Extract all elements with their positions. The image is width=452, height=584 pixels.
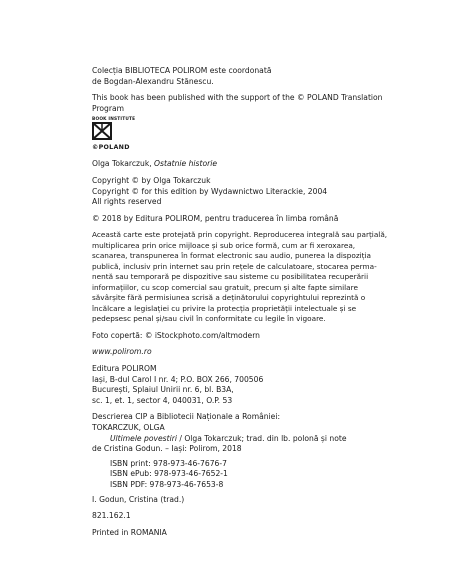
legal-line: încălcare a legislației cu privire la protecția proprietății intelectuale și se	[92, 303, 357, 313]
series-note-line-1: Colecția BIBLIOTECA POLIROM este coordonată	[92, 66, 272, 75]
isbn-pdf: ISBN PDF: 978-973-46-7653-8	[110, 479, 224, 489]
copyright-line-3: All rights reserved	[92, 197, 162, 207]
publisher-name: Editura POLIROM	[92, 364, 157, 374]
legal-text	[92, 230, 392, 325]
legal-line: scanarea, transpunerea în format electronic sau audio, punerea la dispoziția	[92, 251, 372, 261]
cip-description	[92, 434, 392, 445]
legal-line: pedepsesc penal și/sau civil în conformitate cu legile în vigoare.	[92, 314, 326, 324]
publisher-address-2: București, Splaiul Unirii nr. 6, bl. B3A,	[92, 385, 234, 395]
cover-photo-credit: Foto copertă: © iStockphoto.com/altmodern	[92, 330, 260, 340]
romanian-copyright: © 2018 by Editura POLIROM, pentru traducerea în limba română	[92, 213, 339, 223]
original-work	[92, 159, 392, 170]
website-url: www.polirom.ro	[92, 347, 152, 357]
isbn-print: ISBN print: 978-973-46-7676-7	[110, 458, 227, 468]
series-note-line-2: de Bogdan-Alexandru Stănescu.	[92, 76, 214, 86]
copyright-line-2: Copyright © for this edition by Wydawnictwo Literackie, 2004	[92, 186, 328, 196]
copyright-line-1: Copyright © by Olga Tokarczuk	[92, 175, 211, 185]
cip-translator: I. Godun, Cristina (trad.)	[92, 494, 185, 504]
cip-heading: Descrierea CIP a Bibliotecii Naționale a României:	[92, 412, 281, 422]
legal-line: nentă sau temporară pe dispozitive sau sisteme cu posibilitatea recuperării	[92, 272, 369, 282]
legal-line: informațiilor, cu scop comercial sau gratuit, precum și alte fapte similare	[92, 282, 358, 292]
cip-classification: 821.162.1	[92, 511, 131, 521]
logo-top-label: BOOK INSTITUTE	[92, 117, 136, 123]
printed-in: Printed in ROMANIA	[92, 527, 167, 537]
poland-book-institute-logo	[92, 117, 392, 151]
support-note-line-2: Program	[92, 103, 125, 113]
isbn-epub: ISBN ePub: 978-973-46-7652-1	[110, 469, 228, 479]
legal-line: publică, inclusiv prin internet sau prin rețele de calculatoare, stocarea perma-	[92, 261, 377, 271]
cip-description-line-2: de Cristina Godun. – Iași: Polirom, 2018	[92, 444, 242, 454]
copyright-page	[92, 66, 392, 538]
work-author: Olga Tokarczuk,	[92, 159, 155, 169]
legal-line: Această carte este protejată prin copyright. Reproducerea integrală sau parțială,	[92, 230, 388, 240]
legal-line: săvârșite fără permisiunea scrisă a deținătorului copyrightului reprezintă o	[92, 293, 366, 303]
legal-line: multiplicarea prin orice mijloace și sub orice formă, cum ar fi xeroxarea,	[92, 240, 356, 250]
publisher-address-3: sc. 1, et. 1, sector 4, 040031, O.P. 53	[92, 395, 233, 405]
work-title: Ostatnie historie	[154, 159, 218, 169]
cip-title: Ultimele povestiri	[110, 433, 177, 443]
cip-author: TOKARCZUK, OLGA	[92, 423, 165, 432]
logo-bottom-label: ©POLAND	[92, 144, 130, 152]
cip-description-rest: / Olga Tokarczuk; trad. din lb. polonă și note	[176, 433, 347, 443]
support-note-line-1: This book has been published with the support of the © POLAND Translation	[92, 93, 383, 103]
publisher-address-1: Iași, B-dul Carol I nr. 4; P.O. BOX 266, 700506	[92, 374, 264, 384]
book-institute-icon	[92, 122, 112, 140]
